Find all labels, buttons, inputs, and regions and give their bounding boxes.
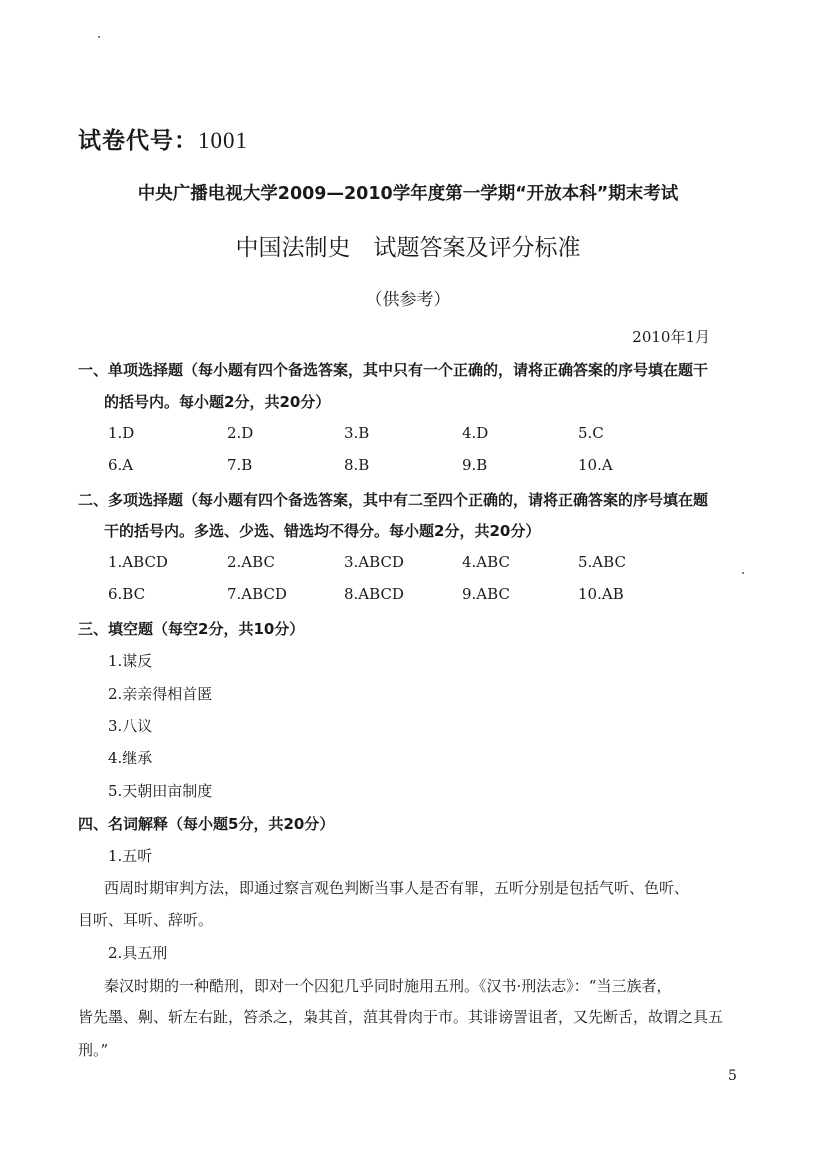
exam-title: 中央广播电视大学2009—2010学年度第一学期“开放本科”期末考试 xyxy=(137,184,679,204)
term-definition-line: 目听、耳听、辞听。 xyxy=(78,911,214,929)
answer-item: 9.ABC xyxy=(462,585,510,603)
section2-heading: 二、多项选择题（每小题有四个备选答案，其中有二至四个正确的，请将正确答案的序号填在题 xyxy=(78,491,709,509)
answer-item: 3.ABCD xyxy=(344,553,404,571)
term-definition-line: 刑。” xyxy=(78,1041,109,1059)
reference-note: （供参考） xyxy=(365,290,451,310)
answer-item: 8.ABCD xyxy=(344,585,404,603)
section3-heading: 三、填空题（每空2分，共10分） xyxy=(78,620,305,638)
exam-code xyxy=(78,122,248,155)
answer-item: 2.ABC xyxy=(227,553,275,571)
answer-item: 4.ABC xyxy=(462,553,510,571)
fill-blank-item: 3.八议 xyxy=(108,717,153,735)
fill-blank-item: 5.天朝田亩制度 xyxy=(108,782,213,800)
section4-heading: 四、名词解释（每小题5分，共20分） xyxy=(78,815,335,833)
section1-heading: 一、单项选择题（每小题有四个备选答案，其中只有一个正确的，请将正确答案的序号填在题干 xyxy=(78,361,709,379)
subject-title: 中国法制史 试题答案及评分标准 xyxy=(235,235,581,261)
exam-code-number: 1001 xyxy=(198,128,248,153)
answer-item: 10.AB xyxy=(578,585,624,603)
section2-heading-cont: 干的括号内。多选、少选、错选均不得分。每小题2分，共20分） xyxy=(104,522,541,540)
answer-item: 1.ABCD xyxy=(108,553,168,571)
term-definition-line: 秦汉时期的一种酷刑，即对一个囚犯几乎同时施用五刑。《汉书·刑法志》：“当三族者， xyxy=(104,977,672,995)
term-definition-line: 皆先墨、劓、斩左右趾，笞杀之，枭其首，菹其骨肉于市。其诽谤詈诅者，又先断舌，故谓之具五 xyxy=(78,1008,724,1026)
answer-item: 9.B xyxy=(462,456,488,474)
answer-item: 5.C xyxy=(578,424,604,442)
scan-speck xyxy=(98,36,100,38)
answer-item: 5.ABC xyxy=(578,553,626,571)
fill-blank-item: 4.继承 xyxy=(108,749,153,767)
answer-item: 3.B xyxy=(344,424,370,442)
answer-item: 10.A xyxy=(578,456,613,474)
answer-item: 6.BC xyxy=(108,585,146,603)
answer-item: 7.B xyxy=(227,456,253,474)
answer-item: 6.A xyxy=(108,456,134,474)
term-definition-line: 西周时期审判方法，即通过察言观色判断当事人是否有罪，五听分别是包括气听、色听、 xyxy=(104,879,690,897)
exam-code-label: 试卷代号： xyxy=(78,128,198,154)
fill-blank-item: 1.谋反 xyxy=(108,652,153,670)
page-number: 5 xyxy=(728,1068,737,1084)
answer-item: 7.ABCD xyxy=(227,585,287,603)
section1-heading-cont: 的括号内。每小题2分，共20分） xyxy=(104,393,331,411)
answer-item: 2.D xyxy=(227,424,254,442)
scan-speck xyxy=(742,572,744,574)
term-title: 2.具五刑 xyxy=(108,944,168,962)
exam-date: 2010年1月 xyxy=(632,328,710,346)
answer-item: 8.B xyxy=(344,456,370,474)
fill-blank-item: 2.亲亲得相首匿 xyxy=(108,685,213,703)
answer-item: 1.D xyxy=(108,424,135,442)
answer-item: 4.D xyxy=(462,424,489,442)
term-title: 1.五听 xyxy=(108,847,153,865)
